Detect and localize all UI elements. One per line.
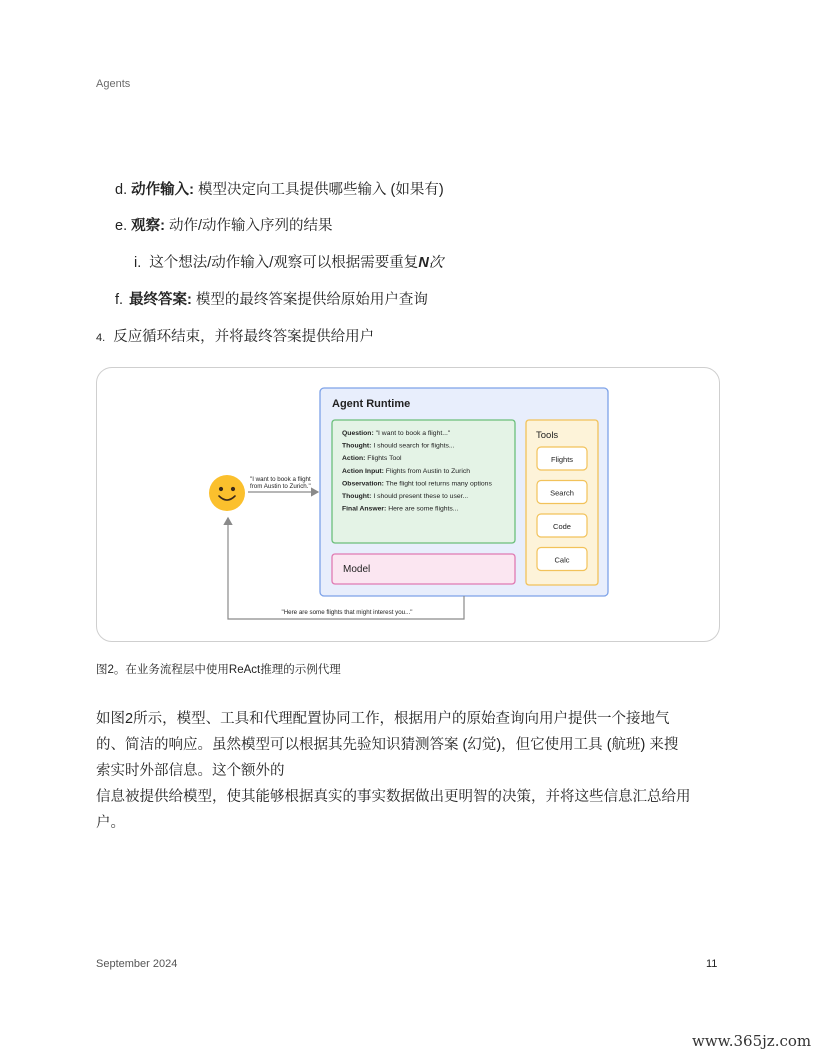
list-item-text: 反应循环结束，并将最终答案提供给用户 [113,329,375,345]
paragraph-line: 户。 [96,815,125,831]
trace-line [342,506,459,513]
trace-line [342,493,468,500]
tool-calc-label: Calc [554,555,570,565]
list-item-text: 模型的最终答案提供给原始用户查询 [191,292,428,308]
watermark: www.365jz.com [692,1032,812,1050]
list-item-emphasis: N [418,255,429,271]
trace-value: I should present these to user... [371,493,469,500]
tool-flights-label: Flights [550,455,574,464]
tool-code-label: Code [553,522,571,531]
model-label: Model [343,564,371,575]
agent-runtime-title: Agent Runtime [332,398,411,410]
trace-line [342,443,455,450]
figure-caption: 图2。在业务流程层中使用ReAct推理的示例代理 [96,664,341,676]
response-text: "Here are some flights that might interest you..." [281,609,413,616]
trace-value: Here are some flights... [386,505,459,513]
list-item-label: 观察: [131,218,165,234]
footer-date: September 2024 [96,958,178,970]
trace-value: I should search for flights... [371,442,455,450]
user-face-icon [209,475,245,511]
page-number: 11 [706,958,718,970]
trace-value: Flights Tool [365,455,402,463]
list-marker: f. [115,292,124,308]
trace-line [342,468,470,475]
trace-key: Question: [342,430,374,437]
trace-value: The flight tool returns many options [383,480,492,488]
list-item-label: 最终答案: [129,292,192,308]
body-paragraph [96,706,716,836]
list-item-label: 动作输入: [131,182,194,198]
trace-key: Final Answer: [342,505,387,513]
trace-key: Observation: [342,480,384,488]
list-marker: 4. [96,332,106,344]
list-marker: e. [115,218,128,234]
trace-key: Action Input: [342,467,384,475]
trace-line [342,430,451,437]
paragraph-line: 索实时外部信息。这个额外的 [96,763,285,779]
list-item-text-after: 次 [428,255,444,271]
paragraph-line: 的、简洁的响应。虽然模型可以根据其先验知识猜测答案 (幻觉)，但它使用工具 (航班) 来搜 [96,737,679,753]
trace-value: "I want to book a flight..." [373,430,451,437]
trace-key: Thought: [342,442,372,450]
list-item-text: 这个想法/动作输入/观察可以根据需要重复 [149,255,419,271]
trace-line [342,455,402,462]
list-item-text: 动作/动作输入序列的结果 [164,218,333,234]
tools-title: Tools [536,430,559,441]
list-marker: d. [115,182,128,198]
user-query-line-1: "I want to book a flight [250,476,311,483]
user-query-line-2: from Austin to Zurich." [250,483,311,490]
trace-key: Thought: [342,493,372,500]
trace-key: Action: [342,455,366,463]
trace-line [342,480,492,487]
paragraph-line: 信息被提供给模型，使其能够根据真实的事实数据做出更明智的决策，并将这些信息汇总给用 [96,789,691,805]
paragraph-line: 如图2所示，模型、工具和代理配置协同工作，根据用户的原始查询向用户提供一个接地气 [96,711,670,727]
trace-value: Flights from Austin to Zurich [383,467,471,475]
list-item-text: 模型决定向工具提供哪些输入 (如果有) [193,182,444,198]
tool-search-label: Search [550,488,574,498]
header-title: Agents [96,78,131,90]
list-marker: i. [134,255,142,271]
